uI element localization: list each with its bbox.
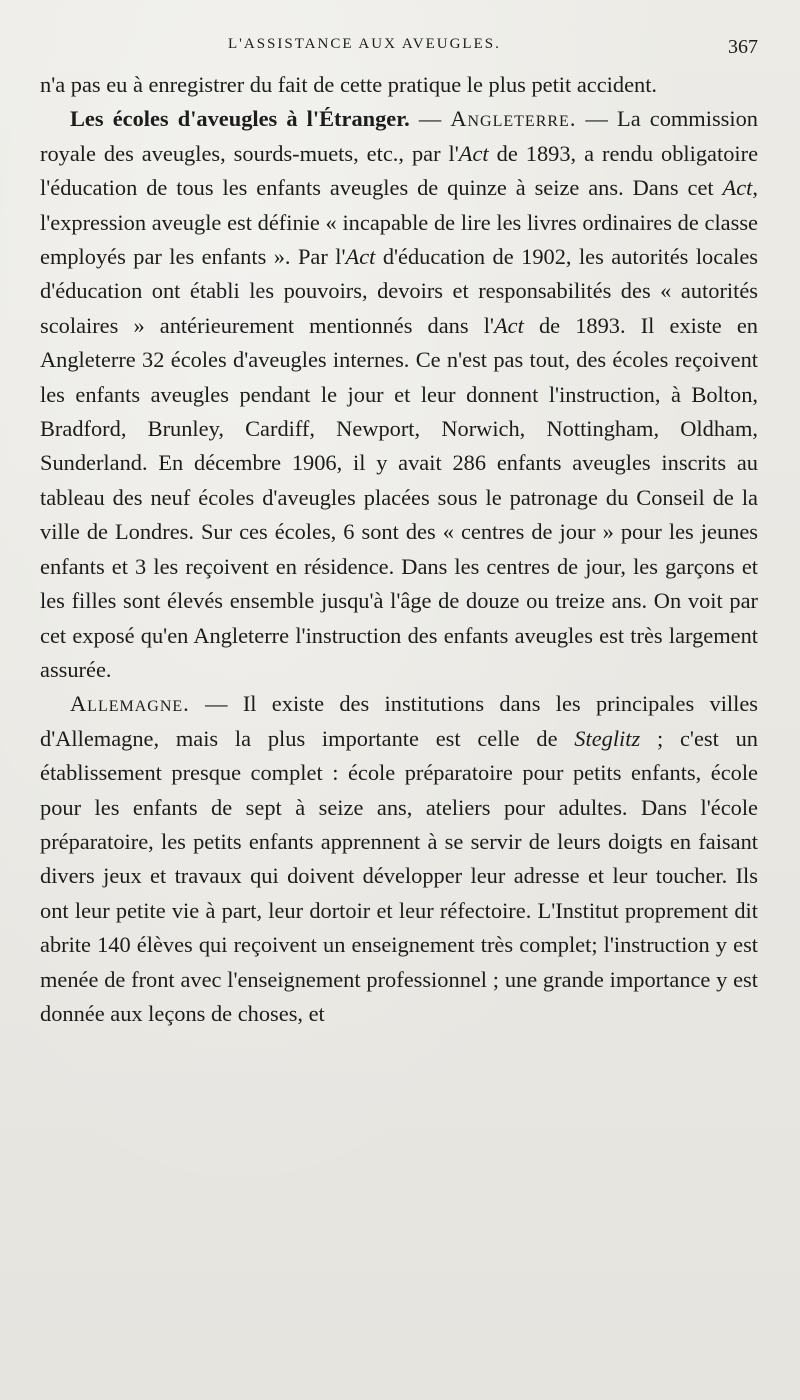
section-heading: Les écoles d'aveugles à l'Étranger. bbox=[70, 106, 410, 132]
italic-place-name: Steglitz bbox=[574, 725, 641, 751]
page-number: 367 bbox=[728, 36, 758, 58]
paragraph-text: d'éducation de 1902, les autorités locales d'éducation ont établi les pouvoirs, devoirs et responsabilités des « autorités scolaires » antérieurement mentionnés dans l' bbox=[40, 244, 758, 338]
running-title: L'ASSISTANCE AUX AVEUGLES. bbox=[228, 36, 501, 52]
paragraph-germany bbox=[40, 687, 758, 1031]
paragraph-text: de 1893, a rendu obligatoire l'éducation de tous les enfants aveugles de quinze à seize ans. Dans cet bbox=[40, 140, 759, 201]
em-dash: — bbox=[409, 106, 451, 132]
paragraph-text: ; c'est un établissement presque complet : école préparatoire pour petits enfants, école pour les enfants de sept à seize ans, ateliers pour adultes. Dans l'école préparatoire, les petits enfants apprennent à se servir de leurs doigts en faisant divers jeux et travaux qui doivent développer leur adresse et leur toucher. Ils ont leur petite vie à part, leur dortoir et leur réfectoire. L'Institut proprement dit abrite 140 élèves qui reçoivent un enseignement très complet; l'instruction y est menée de front avec l'enseignement professionnel ; une grande importance y est donnée aux leçons de choses, et bbox=[40, 725, 758, 1026]
paragraph-text: de 1893. Il existe en Angleterre 32 écoles d'aveugles internes. Ce n'est pas tout, des écoles reçoivent les enfants aveugles pendant le jour et leur donnent l'instruction, à Bolton, Bradford, Brunley, Cardiff, Newport, Norwich, Nottingham, Oldham, Sunderland. En décembre 1906, il y avait 286 enfants aveugles inscrits au tableau des neuf écoles d'aveugles placées sous le patronage du Conseil de la ville de Londres. Sur ces écoles, 6 sont des « centres de jour » pour les jeunes enfants et 3 les reçoivent en résidence. Dans les centres de jour, les garçons et les filles sont élevés ensemble jusqu'à l'âge de douze ou treize ans. On voit par cet exposé qu'en Angleterre l'instruction des enfants aveugles est très largement assurée. bbox=[40, 312, 758, 682]
em-dash: — bbox=[189, 691, 243, 717]
body-text bbox=[40, 68, 758, 1031]
italic-act: Act bbox=[345, 244, 376, 270]
paragraph-england bbox=[40, 102, 758, 687]
paragraph-text: Il existe des institutions dans les principales villes d'Allemagne, mais la plus importante est celle de bbox=[40, 691, 759, 751]
paragraph-text: n'a pas eu à enregistrer du fait de cette pratique le plus petit accident. bbox=[40, 72, 658, 97]
paragraph-continuation bbox=[40, 68, 758, 102]
country-heading-england: Angleterre. bbox=[450, 106, 577, 132]
italic-act: Act bbox=[493, 312, 524, 338]
country-heading-germany: Allemagne. bbox=[70, 691, 190, 717]
paragraph-text: , l'expression aveugle est définie « incapable de lire les livres ordinaires de classe employés par les enfants ». Par l' bbox=[40, 175, 758, 270]
italic-act: Act bbox=[458, 140, 489, 166]
italic-act: Act bbox=[722, 175, 753, 201]
running-header bbox=[40, 36, 758, 68]
em-dash: — bbox=[576, 106, 618, 132]
paragraph-text: La commission royale des aveugles, sourds-muets, etc., par l' bbox=[40, 106, 758, 166]
